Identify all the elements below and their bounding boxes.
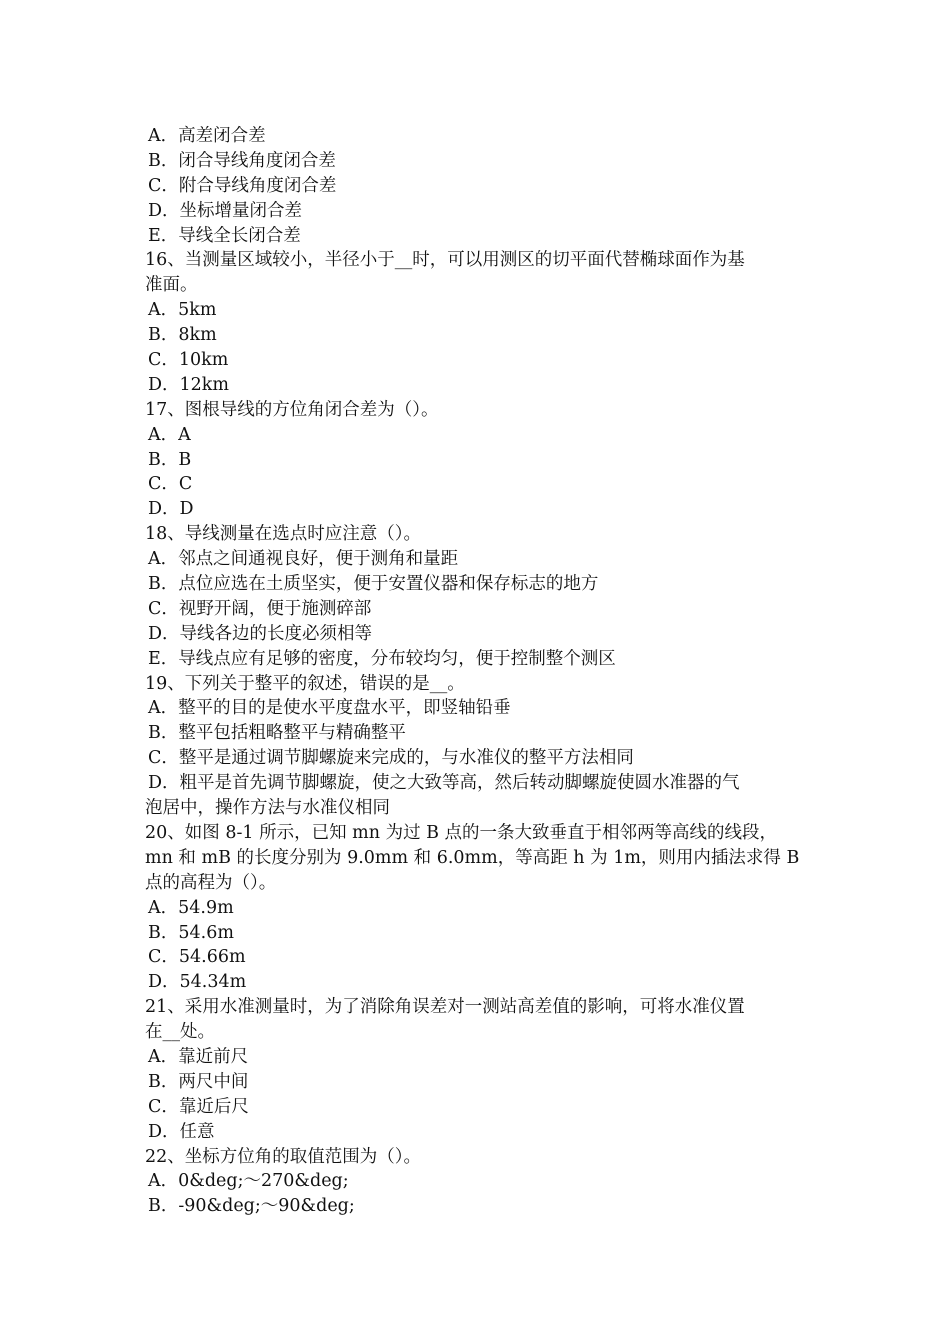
answer-option: A．靠近前尺 [148,1046,249,1067]
question-text: 点的高程为（）。 [145,872,277,893]
question-text: 18、导线测量在选点时应注意（）。 [145,524,422,545]
question-text: 19、下列关于整平的叙述，错误的是__。 [145,673,465,694]
answer-option: A．0&deg;～270&deg; [148,1171,349,1192]
answer-option: C．视野开阔，便于施测碎部 [148,598,372,619]
answer-option: D．粗平是首先调节脚螺旋，使之大致等高，然后转动脚螺旋使圆水准器的气 [148,773,740,794]
answer-option: E．导线全长闭合差 [148,225,301,246]
answer-option: D．12km [148,374,229,395]
answer-option: C．整平是通过调节脚螺旋来完成的，与水准仪的整平方法相同 [148,748,634,769]
answer-option: A．54.9m [148,897,234,918]
answer-option: C．10km [148,350,229,371]
answer-option: B．闭合导线角度闭合差 [148,150,336,171]
answer-option: A．整平的目的是使水平度盘水平，即竖轴铅垂 [148,698,511,719]
answer-option: D．D [148,499,194,520]
answer-option: A．邻点之间通视良好，便于测角和量距 [148,549,459,570]
question-text: mn 和 mB 的长度分别为 9.0mm 和 6.0mm，等高距 h 为 1m，则用内插法求得 B [145,847,800,868]
answer-option: B．整平包括粗略整平与精确整平 [148,723,406,744]
answer-option: B．54.6m [148,922,234,943]
answer-option: C．靠近后尺 [148,1096,249,1117]
answer-option: B．点位应选在土质坚实，便于安置仪器和保存标志的地方 [148,574,599,595]
question-text: 在__处。 [145,1022,215,1043]
question-text: 22、坐标方位角的取值范围为（）。 [145,1146,422,1167]
question-list [145,124,815,1219]
answer-option: B．两尺中间 [148,1071,249,1092]
answer-option: D．54.34m [148,972,247,993]
answer-option: A．5km [148,300,217,321]
answer-option: E．导线点应有足够的密度，分布较均匀，便于控制整个测区 [148,648,616,669]
answer-option: B．B [148,449,192,470]
question-text: 20、如图 8-1 所示，已知 mn 为过 B 点的一条大致垂直于相邻两等高线的线段， [145,822,778,843]
answer-option: C．附合导线角度闭合差 [148,175,337,196]
answer-option: D．任意 [148,1121,215,1142]
answer-option: A．A [148,424,191,445]
question-text: 16、当测量区域较小，半径小于__时，可以用测区的切平面代替椭球面作为基 [145,250,745,271]
answer-option: C．C [148,474,193,495]
question-text: 泡居中，操作方法与水准仪相同 [145,798,390,819]
question-text: 21、采用水准测量时，为了消除角误差对一测站高差值的影响，可将水准仪置 [145,997,745,1018]
answer-option: C．54.66m [148,947,246,968]
answer-option: D．坐标增量闭合差 [148,200,303,221]
question-text: 准面。 [145,275,198,296]
answer-option: D．导线各边的长度必须相等 [148,623,373,644]
answer-option: B．8km [148,325,217,346]
answer-option: B．-90&deg;～90&deg; [148,1196,355,1217]
answer-option: A．高差闭合差 [148,126,266,146]
question-text: 17、图根导线的方位角闭合差为（）。 [145,399,439,420]
